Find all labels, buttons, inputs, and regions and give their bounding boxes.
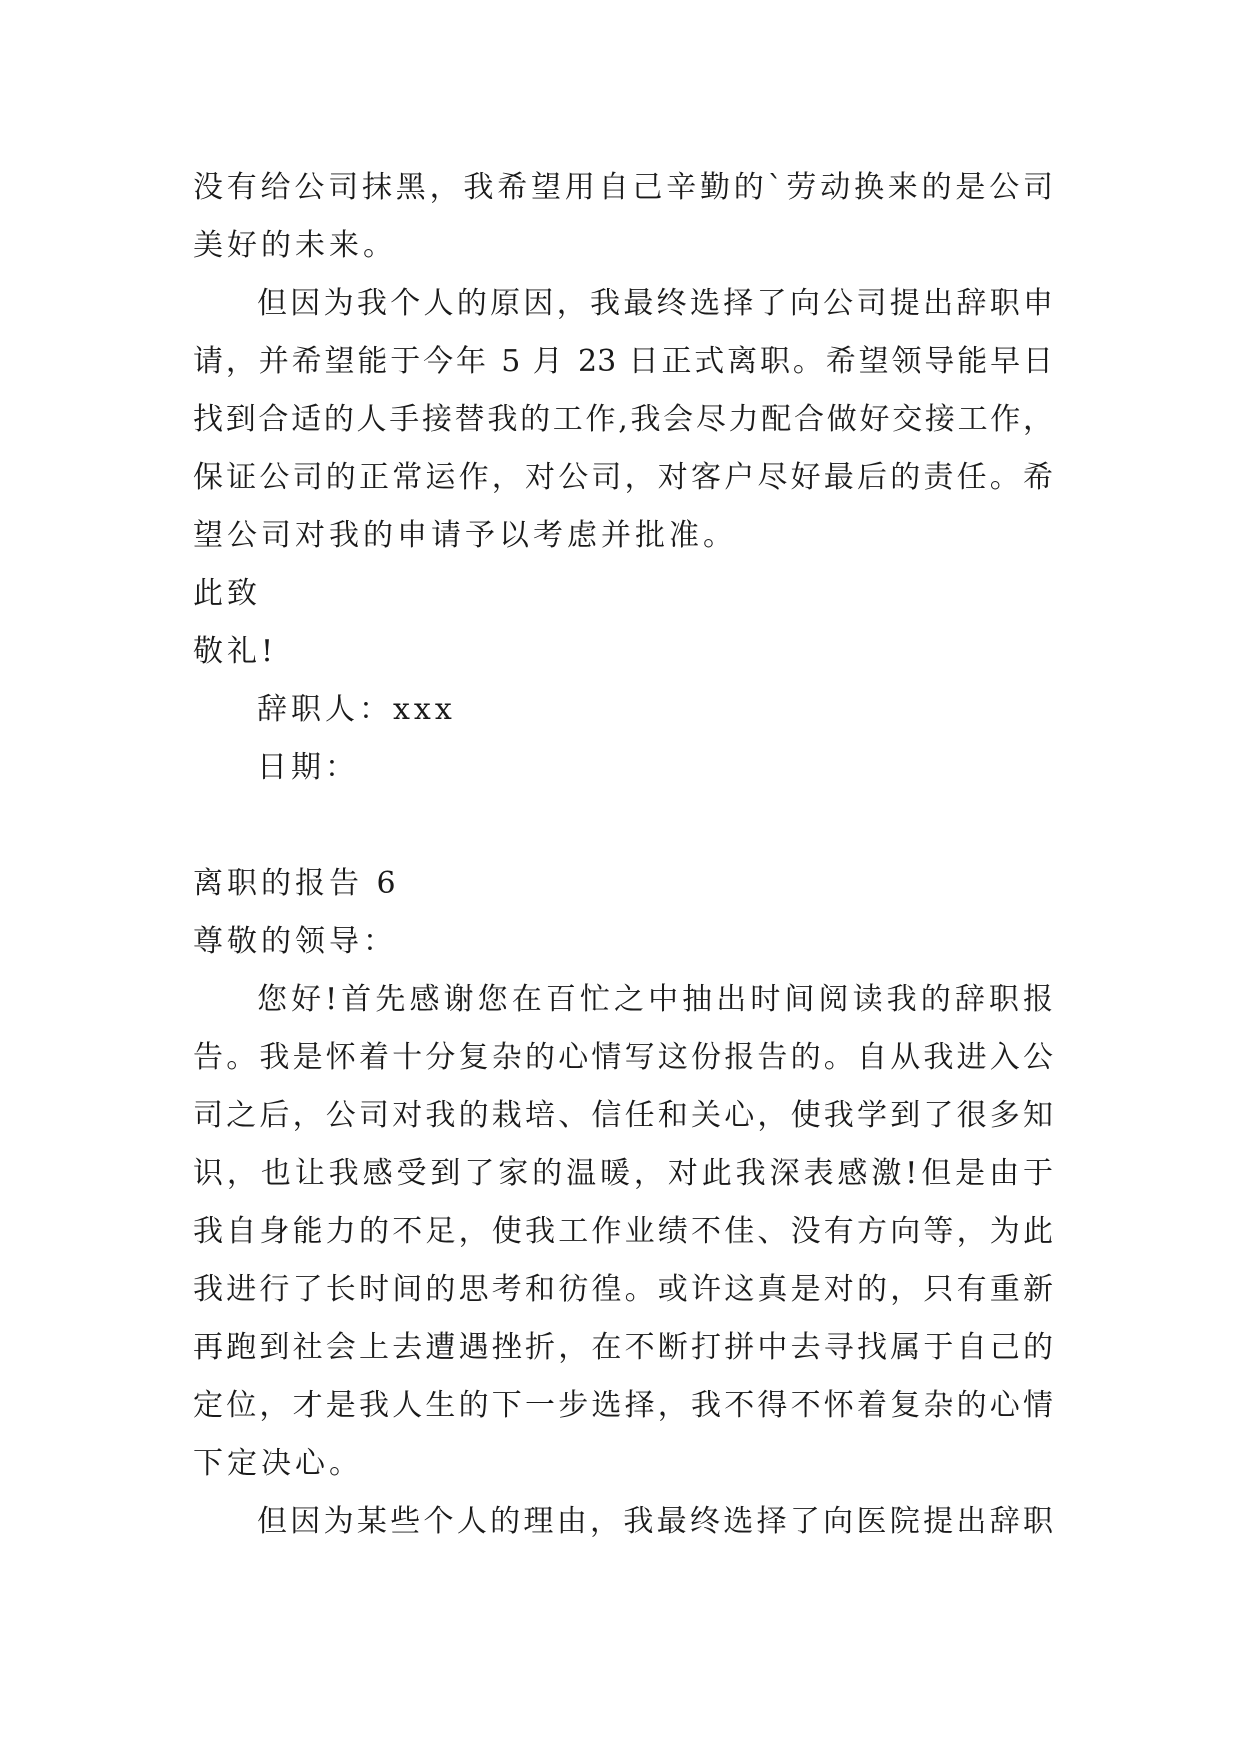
- body-text-line: 下定决心。: [193, 1446, 363, 1481]
- body-text-line: 美好的未来。: [193, 228, 397, 263]
- body-text-line: 但因为某些个人的理由，我最终选择了向医院提出辞职: [257, 1504, 1053, 1539]
- closing-salutation: 此致: [193, 576, 261, 611]
- signature-date: 日期：: [257, 750, 359, 785]
- body-text-line: 但因为我个人的原因，我最终选择了向公司提出辞职申: [257, 286, 1053, 321]
- report-title: 离职的报告 6: [193, 866, 400, 901]
- body-text-line: 司之后，公司对我的栽培、信任和关心，使我学到了很多知: [193, 1098, 1053, 1133]
- body-text-line: 请，并希望能于今年 5 月 23 日正式离职。希望领导能早日: [193, 344, 1053, 379]
- body-text-line: 我自身能力的不足，使我工作业绩不佳、没有方向等，为此: [193, 1214, 1053, 1249]
- body-text-line: 保证公司的正常运作，对公司，对客户尽好最后的责任。希: [193, 460, 1053, 495]
- body-text-line: 没有给公司抹黑，我希望用自己辛勤的`劳动换来的是公司: [193, 170, 1053, 205]
- resigner-signature: 辞职人：xxx: [257, 692, 456, 727]
- body-text-line: 望公司对我的申请予以考虑并批准。: [193, 518, 737, 553]
- body-text-line: 您好!首先感谢您在百忙之中抽出时间阅读我的辞职报: [257, 982, 1053, 1017]
- body-text-line: 再跑到社会上去遭遇挫折，在不断打拼中去寻找属于自己的: [193, 1330, 1053, 1365]
- body-text-line: 找到合适的人手接替我的工作,我会尽力配合做好交接工作，: [193, 402, 1053, 437]
- body-text-line: 告。我是怀着十分复杂的心情写这份报告的。自从我进入公: [193, 1040, 1053, 1075]
- closing-regards: 敬礼!: [193, 634, 278, 669]
- body-text-line: 识，也让我感受到了家的温暖，对此我深表感激!但是由于: [193, 1156, 1053, 1191]
- greeting: 尊敬的领导：: [193, 924, 397, 959]
- body-text-line: 定位，才是我人生的下一步选择，我不得不怀着复杂的心情: [193, 1388, 1053, 1423]
- body-text-line: 我进行了长时间的思考和彷徨。或许这真是对的，只有重新: [193, 1272, 1053, 1307]
